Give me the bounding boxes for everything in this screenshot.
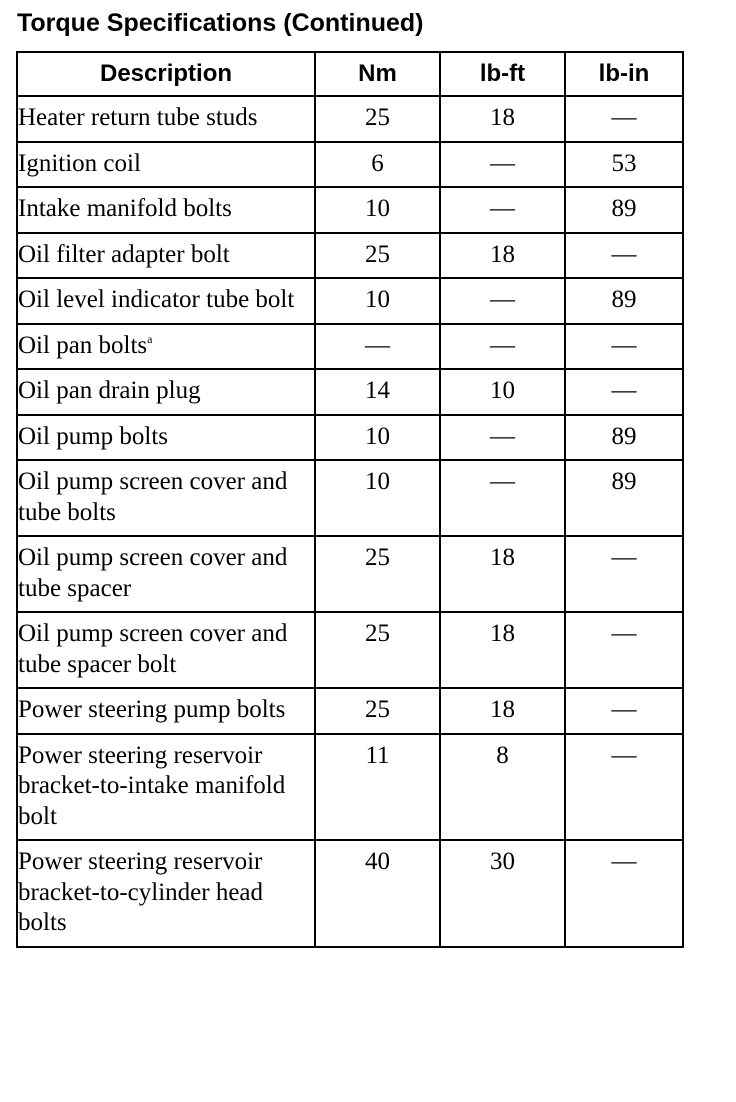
- description-text: Oil pump bolts: [18, 422, 169, 450]
- description-cell: [17, 142, 315, 188]
- lb-ft-cell: —: [440, 278, 565, 324]
- nm-cell: 10: [315, 187, 440, 233]
- description-cell: [17, 840, 315, 947]
- table-row: [17, 278, 683, 324]
- nm-cell: 25: [315, 536, 440, 612]
- description-text: Heater return tube studs: [18, 104, 258, 131]
- table-row: [17, 415, 683, 461]
- description-cell: [17, 536, 315, 612]
- column-header-lb-in: lb-in: [565, 52, 683, 96]
- nm-cell: 10: [315, 415, 440, 461]
- lb-ft-cell: 18: [440, 96, 565, 142]
- lb-in-cell: —: [565, 840, 683, 947]
- description-text: Oil pan bolts: [18, 331, 148, 359]
- description-cell: [17, 278, 315, 324]
- description-text: Oil pan drain plug: [18, 377, 201, 404]
- description-text: Oil pump screen cover and tube spacer: [18, 544, 288, 602]
- lb-ft-cell: —: [440, 415, 565, 461]
- column-header-description: Description: [17, 52, 315, 96]
- description-text: Power steering pump bolts: [18, 696, 286, 723]
- description-text: Oil pump screen cover and tube spacer bolt: [18, 620, 288, 678]
- lb-in-cell: 89: [565, 415, 683, 461]
- table-row: [17, 369, 683, 415]
- table-header: [17, 52, 683, 96]
- lb-in-cell: —: [565, 536, 683, 612]
- lb-in-cell: 89: [565, 278, 683, 324]
- lb-in-cell: —: [565, 324, 683, 370]
- nm-cell: 25: [315, 96, 440, 142]
- table-row: [17, 142, 683, 188]
- lb-ft-cell: 18: [440, 536, 565, 612]
- table-row: [17, 187, 683, 233]
- table-row: [17, 96, 683, 142]
- nm-cell: —: [315, 324, 440, 370]
- table-row: [17, 536, 683, 612]
- nm-cell: 40: [315, 840, 440, 947]
- description-text: Power steering reservoir bracket-to-intake manifold bolt: [18, 741, 286, 830]
- description-cell: [17, 187, 315, 233]
- description-text: Oil level indicator tube bolt: [18, 286, 295, 313]
- lb-in-cell: —: [565, 612, 683, 688]
- lb-ft-cell: 8: [440, 734, 565, 841]
- description-cell: [17, 612, 315, 688]
- lb-ft-cell: 18: [440, 233, 565, 279]
- table-row: [17, 324, 683, 370]
- nm-cell: 6: [315, 142, 440, 188]
- nm-cell: 14: [315, 369, 440, 415]
- lb-in-cell: —: [565, 369, 683, 415]
- description-cell: [17, 233, 315, 279]
- lb-in-cell: 53: [565, 142, 683, 188]
- nm-cell: 10: [315, 278, 440, 324]
- nm-cell: 25: [315, 233, 440, 279]
- nm-cell: 25: [315, 612, 440, 688]
- torque-spec-table: [16, 51, 684, 948]
- description-text: Oil filter adapter bolt: [18, 240, 230, 268]
- table-row: [17, 840, 683, 947]
- column-header-lb-ft: lb-ft: [440, 52, 565, 96]
- nm-cell: 25: [315, 688, 440, 734]
- table-body: [17, 96, 683, 947]
- description-cell: [17, 734, 315, 841]
- description-cell: [17, 369, 315, 415]
- lb-ft-cell: —: [440, 460, 565, 536]
- lb-in-cell: 89: [565, 187, 683, 233]
- description-text: Oil pump screen cover and tube bolts: [18, 468, 288, 526]
- column-header-nm: Nm: [315, 52, 440, 96]
- lb-ft-cell: —: [440, 142, 565, 188]
- lb-ft-cell: —: [440, 187, 565, 233]
- lb-in-cell: —: [565, 96, 683, 142]
- header-row: [17, 52, 683, 96]
- table-row: [17, 688, 683, 734]
- description-cell: [17, 415, 315, 461]
- description-cell: [17, 96, 315, 142]
- description-cell: [17, 688, 315, 734]
- table-row: [17, 460, 683, 536]
- description-cell: [17, 460, 315, 536]
- table-row: [17, 612, 683, 688]
- description-cell: [17, 324, 315, 370]
- description-text: Power steering reservoir bracket-to-cylinder head bolts: [18, 848, 264, 936]
- table-row: [17, 734, 683, 841]
- lb-in-cell: —: [565, 734, 683, 841]
- lb-ft-cell: —: [440, 324, 565, 370]
- nm-cell: 10: [315, 460, 440, 536]
- footnote-marker: a: [147, 331, 153, 346]
- lb-ft-cell: 30: [440, 840, 565, 947]
- lb-ft-cell: 18: [440, 612, 565, 688]
- description-text: Ignition coil: [18, 149, 141, 177]
- lb-ft-cell: 18: [440, 688, 565, 734]
- lb-ft-cell: 10: [440, 369, 565, 415]
- lb-in-cell: —: [565, 688, 683, 734]
- table-row: [17, 233, 683, 279]
- lb-in-cell: —: [565, 233, 683, 279]
- page-title: Torque Specifications (Continued): [17, 9, 424, 37]
- nm-cell: 11: [315, 734, 440, 841]
- description-text: Intake manifold bolts: [18, 195, 232, 222]
- lb-in-cell: 89: [565, 460, 683, 536]
